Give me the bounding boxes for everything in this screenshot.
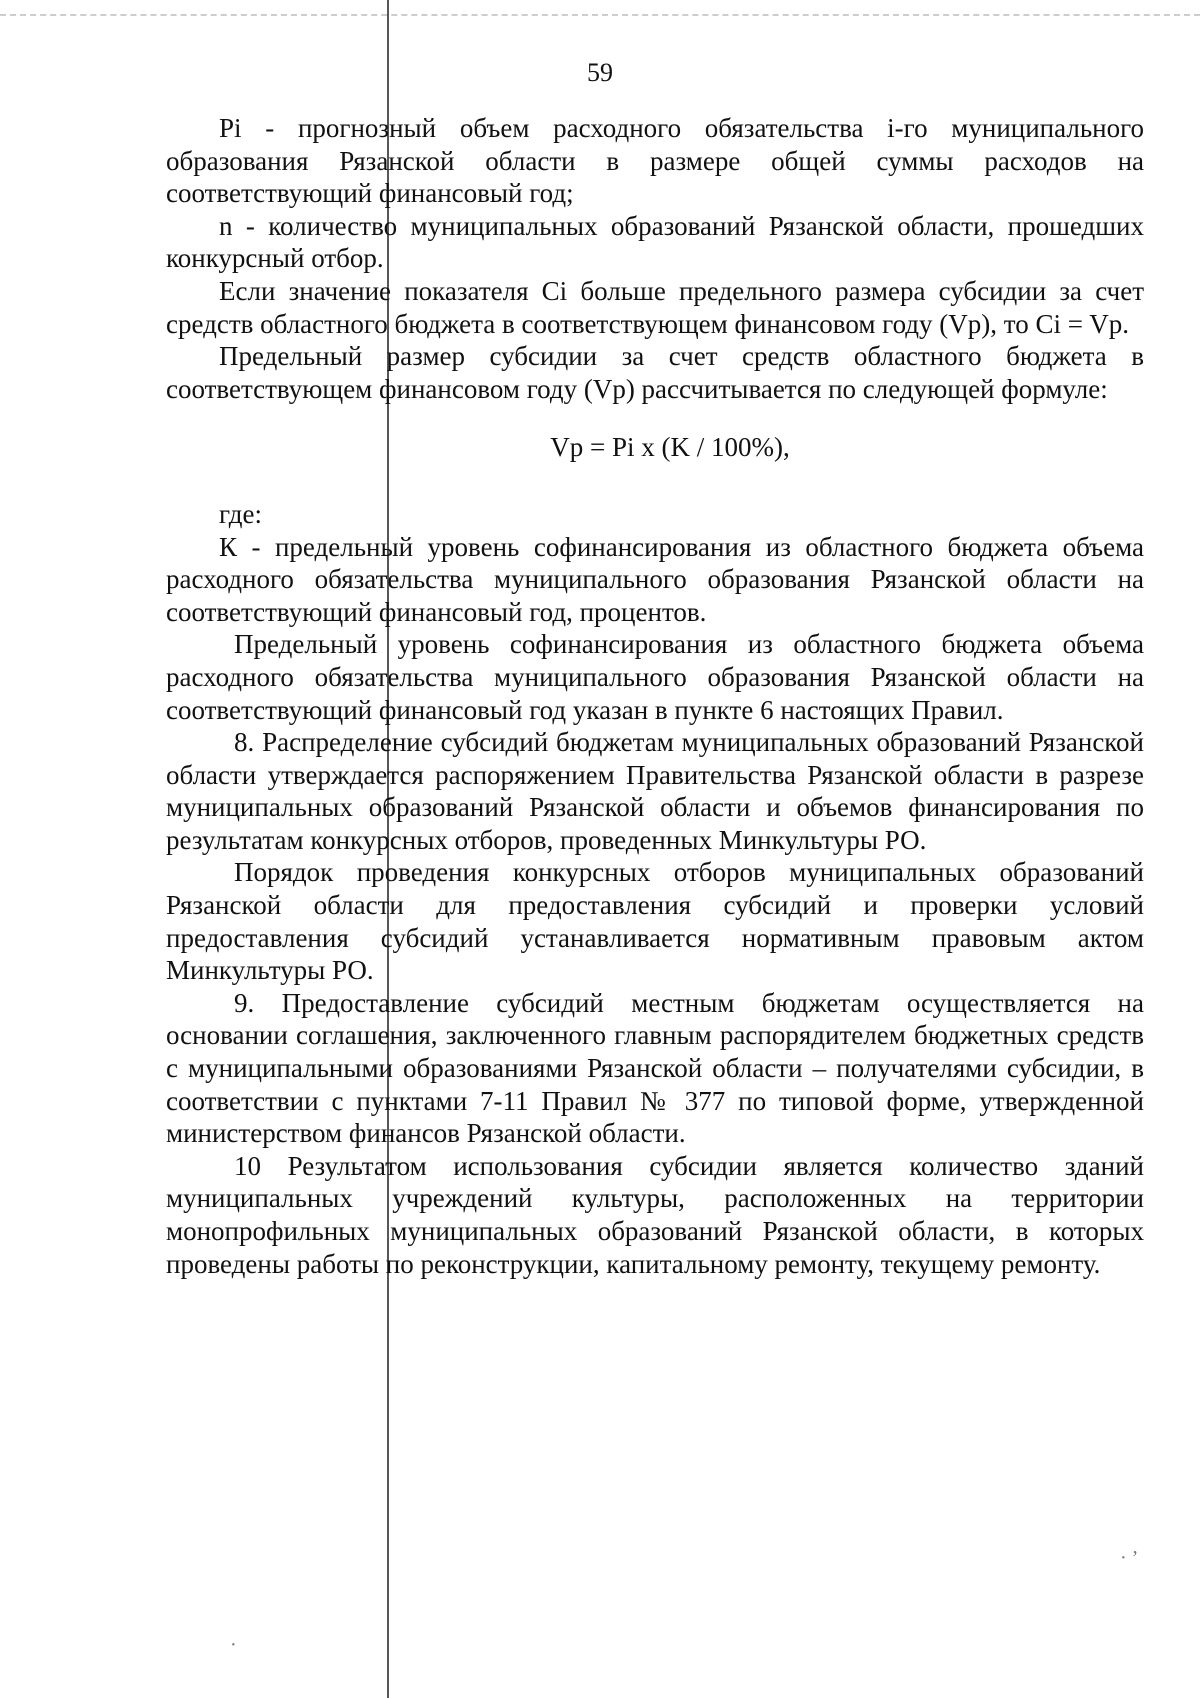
paragraph-item-9: 9. Предоставление субсидий местным бюджетам осуществляется на основании соглашения, заключенного главным распорядителем бюджетных средств с муниципальными образованиями Рязанской области – получателями субсидии, в соответствии с пунктами 7-11 Правил № 377 по типовой форме, утвержденной министерством финансов Рязанской области. xyxy=(166,987,1144,1149)
paragraph-selection-procedure: Порядок проведения конкурсных отборов муниципальных образований Рязанской области для предоставления субсидий и проверки условий предоставления субсидий устанавливается нормативным правовым актом Минкультуры РО. xyxy=(166,857,1144,986)
paragraph-k-definition: К - предельный уровень софинансирования из областного бюджета объема расходного обязательства муниципального образования Рязанской области на соответствующий финансовый год, процентов. xyxy=(166,531,1144,627)
paragraph-cofinancing-level: Предельный уровень софинансирования из областного бюджета объема расходного обязательства муниципального образования Рязанской области на соответствующий финансовый год указан в пункте 6 настоящих Правил. xyxy=(166,629,1144,725)
paragraph-where: где: xyxy=(219,498,262,529)
document-body xyxy=(166,112,1144,1280)
paragraph-item-8: 8. Распределение субсидий бюджетам муниципальных образований Рязанской области утверждается распоряжением Правительства Рязанской области в разрезе муниципальных образований Рязанской области и объемов финансирования по результатам конкурсных отборов, проведенных Минкультуры РО. xyxy=(166,727,1144,855)
paragraph-n-definition: n - количество муниципальных образований Рязанской области, прошедших конкурсный отбор. xyxy=(166,210,1144,274)
paragraph-pi-definition: Pi - прогнозный объем расходного обязательства i-го муниципального образования Рязанской области в размере общей суммы расходов на соответствующий финансовый год; xyxy=(166,113,1144,209)
paragraph-ci-condition: Если значение показателя Ci больше предельного размера субсидии за счет средств областного бюджета в соответствующем финансовом году (Vp), то Ci = Vp. xyxy=(166,275,1144,339)
formula-vp: Vp = Pi x (K / 100%), xyxy=(550,432,790,463)
paragraph-vp-intro: Предельный размер субсидии за счет средств областного бюджета в соответствующем финансовом году (Vp) рассчитывается по следующей формуле: xyxy=(166,341,1144,404)
paragraph-item-10: 10 Результатом использования субсидии является количество зданий муниципальных учреждений культуры, расположенных на территории монопрофильных муниципальных образований Рязанской области, в которых проведены работы по реконструкции, капитальному ремонту, текущему ремонту. xyxy=(166,1150,1144,1279)
page-number: 59 xyxy=(587,58,613,87)
scan-speck-artifact: · xyxy=(230,1634,237,1656)
scan-edge-artifact xyxy=(0,14,1200,16)
scan-speck-artifact: · ’ xyxy=(1120,1547,1139,1569)
